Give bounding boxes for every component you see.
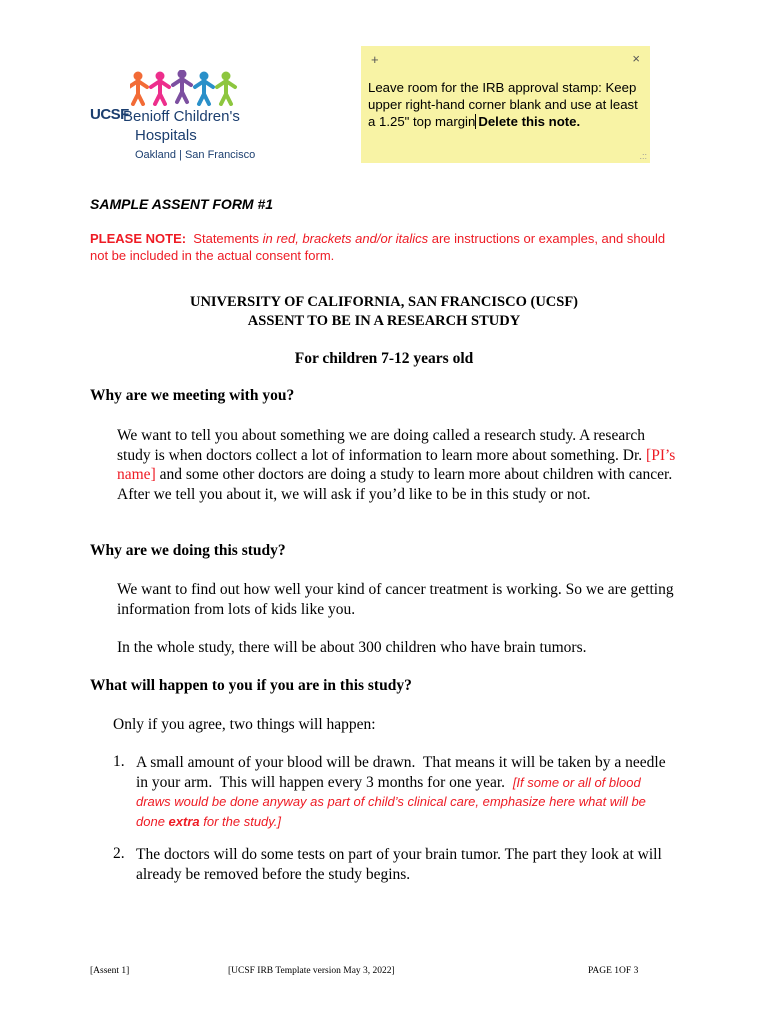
please-note-pre: Statements (186, 231, 263, 246)
instruction-emphasis: extra (168, 813, 200, 829)
sticky-note-titlebar[interactable] (361, 46, 650, 76)
resize-grip-icon[interactable]: .:: (639, 151, 647, 161)
close-icon[interactable]: × (632, 51, 640, 66)
section-heading-why-doing: Why are we doing this study? (90, 542, 286, 559)
child-figure-body (217, 81, 235, 104)
list-item-2: The doctors will do some tests on part of your brain tumor. The part they look at will already be removed before the study begins. (136, 846, 662, 883)
why-meeting-text-a: We want to tell you about something we are doing called a research study. A research study is when doctors collect a lot of information to learn more about something. Dr. (117, 427, 647, 464)
pi-name-placeholder: [PI’s name] (117, 446, 676, 483)
why-doing-paragraph-1: We want to find out how well your kind of cancer treatment is working. So we are getting information from lots of kids like you. (117, 581, 674, 618)
logo-brand: UCSF (90, 106, 129, 123)
sticky-note-body: Leave room for the IRB approval stamp: Keep upper right-hand corner blank and use at least a 1.25" top margin (368, 80, 638, 129)
sticky-note[interactable] (361, 46, 650, 163)
instruction-text-b: for the study.] (199, 813, 282, 829)
children-figures-icon (130, 70, 240, 106)
why-meeting-text-b: and some other doctors are doing a study to learn more about children with cancer. After we tell you about it, we will ask if you’d like to be in this study or not. (117, 466, 673, 503)
form-title: SAMPLE ASSENT FORM #1 (90, 196, 274, 212)
please-note-italic: in red, brackets and/or italics (262, 231, 429, 246)
child-figure-body (130, 81, 147, 104)
please-note (90, 230, 680, 264)
logo-line-1: Benioff Children's (123, 108, 240, 125)
footer-page-number: PAGE 1OF 3 (588, 966, 639, 976)
why-doing-paragraph-2: In the whole study, there will be about 300 children who have brain tumors. (117, 639, 587, 656)
add-note-icon[interactable]: + (371, 52, 379, 67)
footer-assent-label: [Assent 1] (90, 966, 130, 976)
list-item-number-2: 2. (113, 845, 125, 862)
section-heading-why-meeting: Why are we meeting with you? (90, 387, 295, 404)
child-figure-body (195, 81, 213, 104)
logo-line-2: Hospitals (135, 127, 197, 144)
footer-template-version: [UCSF IRB Template version May 3, 2022] (228, 966, 395, 976)
ucsf-benioff-logo (90, 70, 265, 165)
child-figure-body (151, 81, 169, 104)
sticky-note-text[interactable] (368, 79, 648, 130)
delete-note-label: Delete this note. (475, 114, 580, 129)
section-heading-what-happen: What will happen to you if you are in this study? (90, 677, 412, 694)
child-figure-body (173, 79, 191, 102)
age-range-heading: For children 7-12 years old (294, 350, 474, 367)
list-item-1-text: A small amount of your blood will be drawn. That means it will be taken by a needle in your arm. This will happen every 3 months for one year. (136, 754, 670, 791)
please-note-post: are instructions or examples, and should not be included in the actual consent form. (90, 231, 666, 263)
list-item-number-1: 1. (113, 753, 125, 770)
logo-line-3: Oakland | San Francisco (135, 149, 256, 161)
what-happen-intro: Only if you agree, two things will happen: (113, 716, 376, 733)
instruction-text-a: [If some or all of blood draws would be done anyway as part of child’s clinical care, emphasize here what will be done (136, 774, 646, 829)
why-meeting-paragraph (117, 426, 682, 504)
assent-heading: ASSENT TO BE IN A RESEARCH STUDY (247, 313, 521, 329)
please-note-label: PLEASE NOTE: (90, 231, 187, 246)
list-item-1 (136, 753, 676, 831)
university-heading: UNIVERSITY OF CALIFORNIA, SAN FRANCISCO (UCSF) (189, 294, 579, 310)
